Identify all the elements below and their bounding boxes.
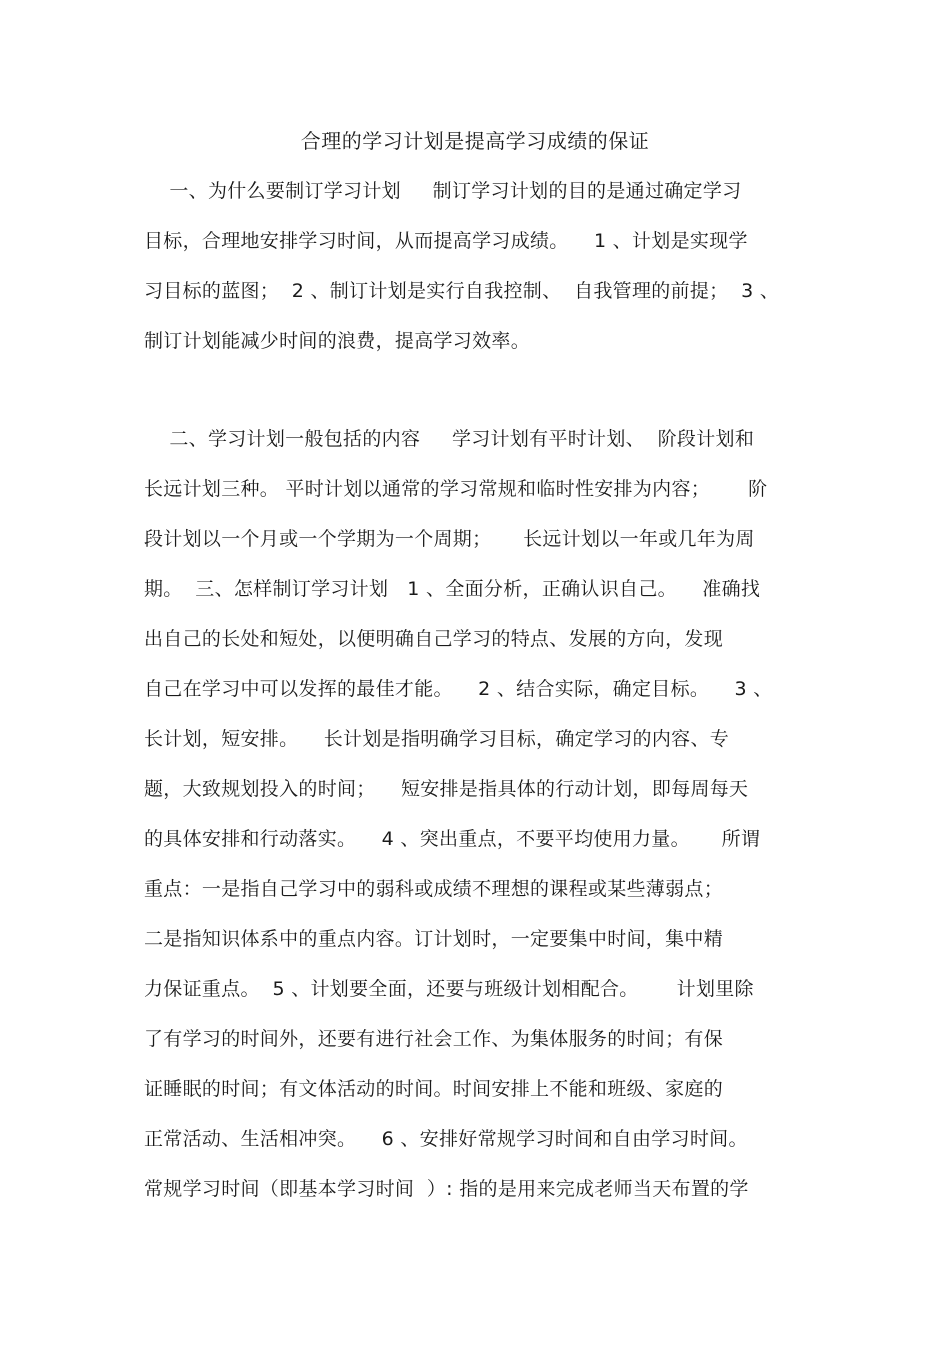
paragraph-line: 期。 三、怎样制订学习计划 1 、全面分析，正确认识自己。 准确找 <box>144 578 761 600</box>
paragraph-line: 目标，合理地安排学习时间，从而提高学习成绩。 1 、计划是实现学 <box>144 230 748 252</box>
paragraph-line: 习目标的蓝图； 2 、制订计划是实行自我控制、 自我管理的前提； 3 、 <box>144 280 780 302</box>
paragraph-line: 了有学习的时间外，还要有进行社会工作、为集体服务的时间；有保 <box>144 1028 724 1050</box>
paragraph-line: 重点：一是指自己学习中的弱科或成绩不理想的课程或某些薄弱点； <box>144 878 724 900</box>
paragraph-line: 长计划，短安排。 长计划是指明确学习目标，确定学习的内容、专 <box>144 728 730 750</box>
paragraph-line: 一、为什么要制订学习计划 制订学习计划的目的是通过确定学习 <box>144 180 742 202</box>
paragraph-line: 二、学习计划一般包括的内容 学习计划有平时计划、 阶段计划和 <box>144 428 755 450</box>
paragraph-line: 力保证重点。 5 、计划要全面，还要与班级计划相配合。 计划里除 <box>144 978 754 1000</box>
paragraph-line: 证睡眠的时间；有文体活动的时间。时间安排上不能和班级、家庭的 <box>144 1078 724 1100</box>
paragraph-line: 二是指知识体系中的重点内容。订计划时，一定要集中时间，集中精 <box>144 928 724 950</box>
document-title: 合理的学习计划是提高学习成绩的保证 <box>300 129 650 153</box>
paragraph-line: 长远计划三种。 平时计划以通常的学习常规和临时性安排为内容； 阶 <box>144 478 768 500</box>
paragraph-line: 常规学习时间（即基本学习时间 ）: 指的是用来完成老师当天布置的学 <box>144 1178 749 1200</box>
paragraph-line: 正常活动、生活相冲突。 6 、安排好常规学习时间和自由学习时间。 <box>144 1128 748 1150</box>
paragraph-line: 自己在学习中可以发挥的最佳才能。 2 、结合实际，确定目标。 3 、 <box>144 678 773 700</box>
paragraph-line: 的具体安排和行动落实。 4 、突出重点，不要平均使用力量。 所谓 <box>144 828 761 850</box>
paragraph-line: 制订计划能减少时间的浪费，提高学习效率。 <box>144 330 531 352</box>
paragraph-line: 题，大致规划投入的时间； 短安排是指具体的行动计划，即每周每天 <box>144 778 749 800</box>
paragraph-line: 出自己的长处和短处，以便明确自己学习的特点、发展的方向，发现 <box>144 628 724 650</box>
paragraph-line: 段计划以一个月或一个学期为一个周期； 长远计划以一年或几年为周 <box>144 528 755 550</box>
